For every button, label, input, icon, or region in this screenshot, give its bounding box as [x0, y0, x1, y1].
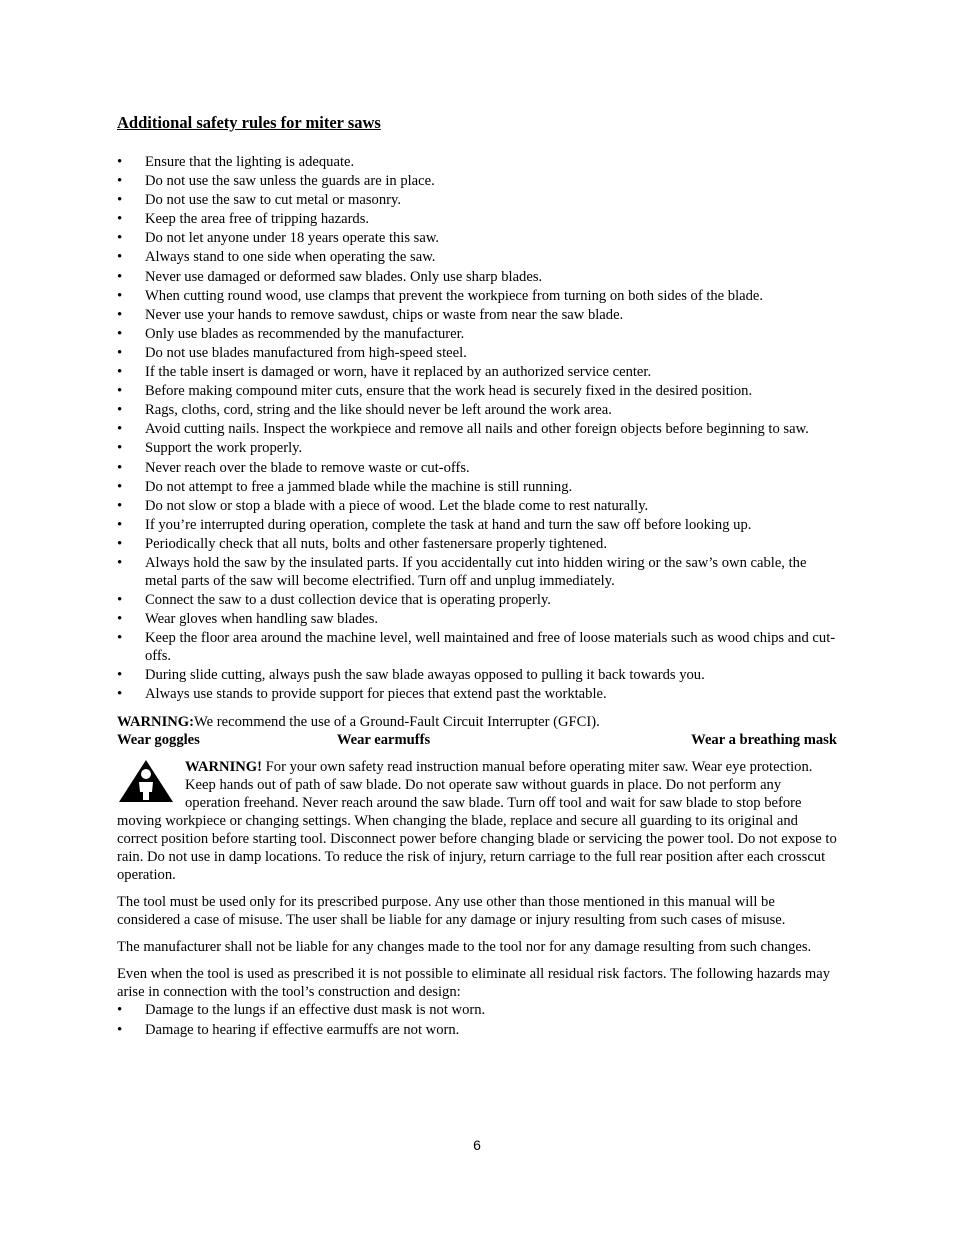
bullet-icon: • — [117, 516, 123, 533]
list-item: • If you’re interrupted during operation, complete the task at hand and turn the saw off before looking up. — [117, 516, 752, 533]
list-item: • Do not let anyone under 18 years operate this saw. — [117, 230, 440, 247]
bullet-icon: • — [117, 459, 123, 476]
bullet-icon: • — [117, 497, 123, 514]
list-item: • Do not use the saw unless the guards are in place. — [117, 173, 435, 190]
main-warning-text: For your own safety read instruction manual before operating miter saw. Wear eye protection. Keep hands out of path of saw blade. Do not operate saw without guards in place. Do not perform any operation freehand. Never reach around the saw blade. Turn off tool and wait for saw blade to stop before moving workpiece or changing settings. When changing the blade, replace and secure all guarding to its original and correct position before starting tool. Disconnect power before changing blade or servicing the power tool. Do not expose to rain. Do not use in damp locations. To reduce the risk of injury, return carriage to the full rear position after each crosscut operation. — [117, 759, 837, 884]
bullet-icon: • — [117, 1002, 123, 1019]
list-item: • Keep the floor area around the machine level, well maintained and free of loose materials such as wood chips and cut-offs. — [117, 630, 836, 665]
list-item: • Always use stands to provide support for pieces that extend past the worktable. — [117, 686, 607, 703]
main-warning-label: WARNING! — [185, 759, 263, 776]
bullet-icon: • — [117, 154, 123, 170]
list-item: • Ensure that the lighting is adequate. — [117, 154, 355, 170]
warning-person-icon — [117, 758, 175, 804]
list-item: • When cutting round wood, use clamps that prevent the workpiece from turning on both sides of the blade. — [117, 287, 764, 304]
list-item: • Avoid cutting nails. Inspect the workpiece and remove all nails and other foreign objects before beginning to saw. — [117, 421, 809, 438]
page-number: 6 — [473, 1137, 481, 1153]
list-item: • Do not use blades manufactured from high-speed steel. — [117, 344, 467, 361]
bullet-icon: • — [117, 287, 123, 304]
bullet-icon: • — [117, 402, 123, 419]
list-item: • Never use damaged or deformed saw blades. Only use sharp blades. — [117, 268, 543, 285]
bullet-icon: • — [117, 554, 123, 571]
list-item: • Never use your hands to remove sawdust, chips or waste from near the saw blade. — [117, 306, 624, 323]
ppe-goggles: Wear goggles — [117, 732, 200, 749]
list-item: • Only use blades as recommended by the manufacturer. — [117, 325, 465, 342]
list-item: • Do not use the saw to cut metal or masonry. — [117, 192, 402, 209]
bullet-icon: • — [117, 686, 123, 703]
list-item: • Keep the area free of tripping hazards. — [117, 211, 370, 228]
ppe-requirements — [117, 731, 837, 749]
bullet-icon: • — [117, 592, 123, 609]
hazards-list — [117, 1001, 837, 1038]
gfci-warning-label: WARNING: — [117, 714, 195, 731]
bullet-icon: • — [117, 249, 123, 266]
ppe-earmuffs: Wear earmuffs — [336, 732, 431, 749]
gfci-warning — [117, 713, 837, 731]
bullet-icon: • — [117, 535, 123, 552]
residual-risk-paragraph: Even when the tool is used as prescribed it is not possible to eliminate all residual risk factors. The following hazards may arise in connection with the tool’s construction and design: — [117, 966, 831, 1001]
list-item: • Rags, cloths, cord, string and the like should never be left around the work area. — [117, 402, 612, 419]
list-item: • Connect the saw to a dust collection device that is operating properly. — [117, 592, 551, 609]
list-item: • Always hold the saw by the insulated parts. If you accidentally cut into hidden wiring or the saw’s own cable, the metal parts of the saw will become electrified. Turn off and unplug immediately. — [117, 554, 807, 589]
section-title: Additional safety rules for miter saws — [117, 113, 381, 132]
bullet-icon: • — [117, 306, 123, 323]
list-item: • Do not slow or stop a blade with a piece of wood. Let the blade come to rest naturally. — [117, 497, 649, 514]
bullet-icon: • — [117, 1021, 123, 1038]
bullet-icon: • — [117, 421, 123, 438]
list-item: • During slide cutting, always push the saw blade awayas opposed to pulling it back towards you. — [117, 667, 705, 684]
list-item: • Support the work properly. — [117, 440, 303, 457]
bullet-icon: • — [117, 478, 123, 495]
bullet-icon: • — [117, 630, 123, 647]
bullet-icon: • — [117, 611, 123, 628]
list-item: • Wear gloves when handling saw blades. — [117, 611, 379, 628]
bullet-icon: • — [117, 440, 123, 457]
bullet-icon: • — [117, 364, 123, 381]
bullet-icon: • — [117, 192, 123, 209]
main-warning — [117, 758, 837, 884]
list-item: • Damage to the lungs if an effective dust mask is not worn. — [117, 1002, 486, 1019]
gfci-warning-text: We recommend the use of a Ground-Fault Circuit Interrupter (GFCI). — [194, 714, 600, 731]
list-item: • Always stand to one side when operating the saw. — [117, 249, 436, 266]
list-item: • Before making compound miter cuts, ensure that the work head is securely fixed in the desired position. — [117, 383, 753, 400]
liability-paragraph: The manufacturer shall not be liable for any changes made to the tool nor for any damage resulting from such changes. — [117, 939, 812, 956]
bullet-icon: • — [117, 344, 123, 361]
bullet-icon: • — [117, 230, 123, 247]
bullet-icon: • — [117, 268, 123, 285]
bullet-icon: • — [117, 211, 123, 228]
bullet-icon: • — [117, 173, 123, 190]
list-item: • If the table insert is damaged or worn, have it replaced by an authorized service center. — [117, 364, 652, 381]
list-item: • Damage to hearing if effective earmuffs are not worn. — [117, 1021, 460, 1038]
list-item: • Never reach over the blade to remove waste or cut-offs. — [117, 459, 470, 476]
purpose-paragraph: The tool must be used only for its prescribed purpose. Any use other than those mentioned in this manual will be considered a case of misuse. The user shall be liable for any damage or injury resulting from such cases of misuse. — [117, 894, 786, 929]
bullet-icon: • — [117, 325, 123, 342]
list-item: • Periodically check that all nuts, bolts and other fastenersare properly tightened. — [117, 535, 607, 552]
ppe-mask: Wear a breathing mask — [691, 732, 837, 749]
bullet-icon: • — [117, 667, 123, 684]
bullet-icon: • — [117, 383, 123, 400]
safety-rules-list — [117, 153, 837, 703]
document-page — [117, 113, 837, 1040]
list-item: • Do not attempt to free a jammed blade while the machine is still running. — [117, 478, 573, 495]
